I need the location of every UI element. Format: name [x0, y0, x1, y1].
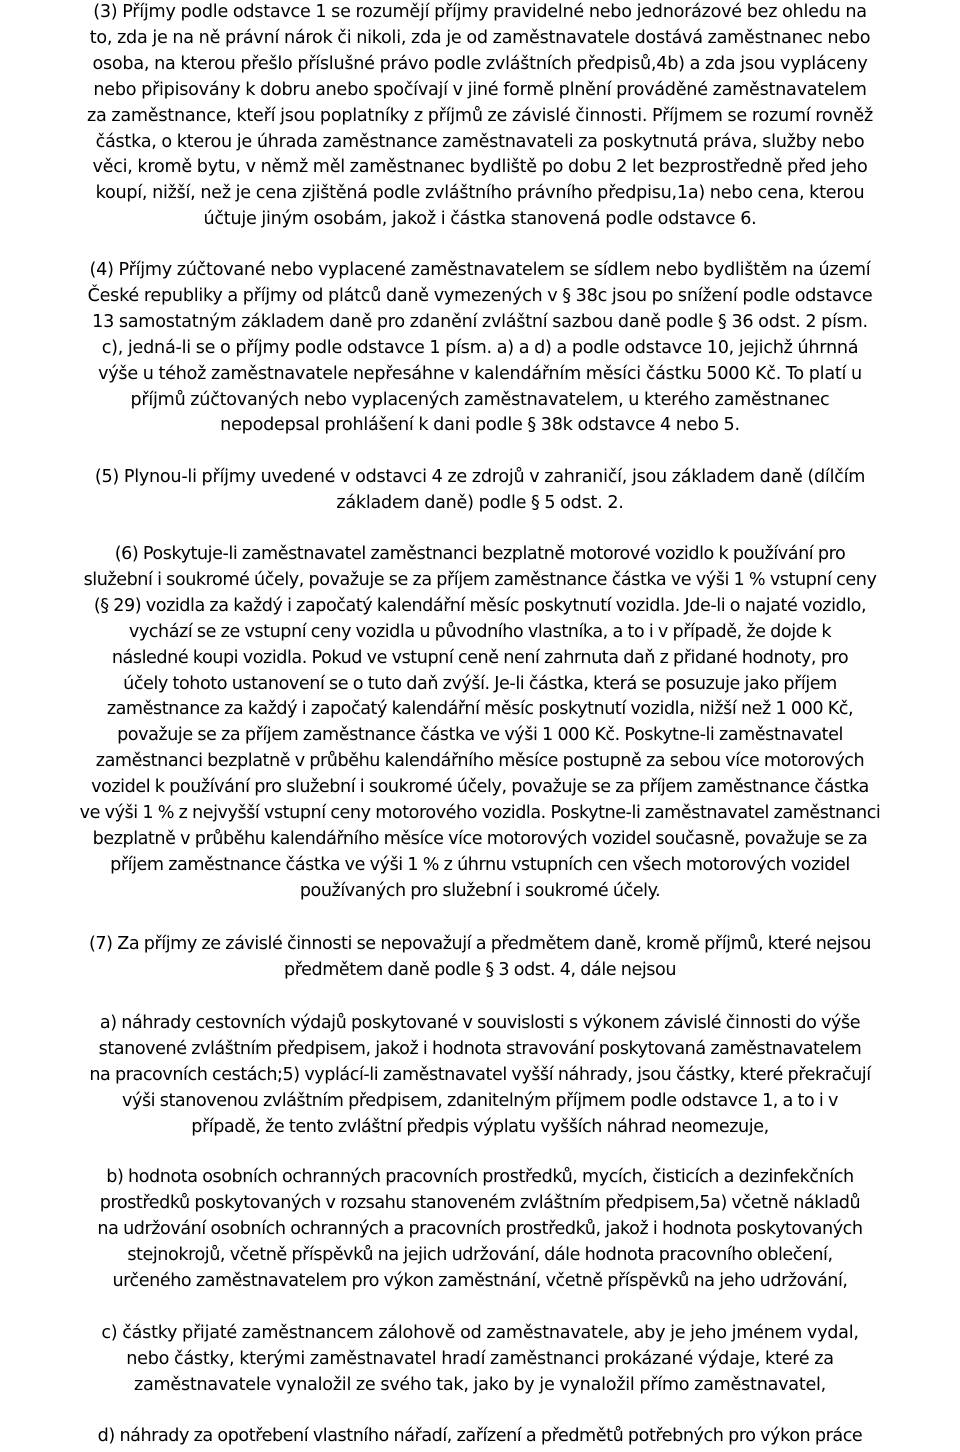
text-line: příjmů zúčtovaných nebo vyplacených zaměstnavatelem, u kterého zaměstnanec: [130, 389, 830, 410]
item-d: [0, 1424, 960, 1450]
text-line: (4) Příjmy zúčtované nebo vyplacené zaměstnavatelem se sídlem nebo bydlištěm na území: [89, 260, 871, 280]
text-line: zaměstnance za každý i započatý kalendářní měsíc poskytnutí vozidla, nižší než 1 000 Kč,: [106, 699, 854, 720]
text-line: věci, kromě bytu, v němž měl zaměstnanec bydliště po dobu 2 let bezprostředně před jeho: [92, 157, 868, 178]
text-line: účtuje jiným osobám, jakož i částka stanovená podle odstavce 6.: [203, 209, 757, 230]
text-line: za zaměstnance, kteří jsou poplatníky z příjmů ze závislé činnosti. Příjmem se rozumí rovněž: [87, 105, 873, 126]
paragraph-3: [0, 0, 960, 233]
text-line: stejnokrojů, včetně příspěvků na jejich udržování, dále hodnota pracovního oblečení,: [127, 1244, 833, 1265]
paragraph-5: [0, 465, 960, 517]
text-line: (7) Za příjmy ze závislé činnosti se nepovažují a předmětem daně, kromě příjmů, které nejsou: [89, 934, 871, 954]
item-c: [0, 1321, 960, 1399]
text-line: osoba, na kterou přešlo příslušné právo podle zvláštních předpisů,4b) a zda jsou vypláceny: [92, 53, 868, 74]
text-line: d) náhrady za opotřebení vlastního nářadí, zařízení a předmětů potřebných pro výkon práce: [97, 1426, 863, 1446]
text-line: vychází se ze vstupní ceny vozidla u původního vlastníka, a to i v případě, že dojde k: [128, 621, 832, 642]
paragraph-6: [0, 542, 960, 905]
text-line: 13 samostatným základem daně pro zdanění zvláštní sazbou daně podle § 36 odst. 2 písm.: [92, 311, 868, 332]
text-line: základem daně) podle § 5 odst. 2.: [336, 492, 624, 513]
text-line: příjem zaměstnance částka ve výši 1 % z úhrnu vstupních cen všech motorových vozidel: [110, 854, 850, 875]
text-line: (6) Poskytuje-li zaměstnavatel zaměstnanci bezplatně motorové vozidlo k používání pro: [114, 544, 846, 564]
text-line: zaměstnanci bezplatně v průběhu kalendářního měsíce postupně za sebou více motorových: [95, 751, 865, 772]
paragraph-4: [0, 258, 960, 439]
text-line: výši stanovenou zvláštním předpisem, zdanitelným příjmem podle odstavce 1, a to i v: [122, 1090, 838, 1111]
text-line: c) částky přijaté zaměstnancem zálohově od zaměstnavatele, aby je jeho jménem vydal,: [101, 1323, 859, 1343]
text-line: vozidel k používání pro služební i soukromé účely, považuje se za příjem zaměstnance částka: [91, 777, 869, 798]
text-line: případě, že tento zvláštní předpis výplatu vyšších náhrad neomezuje,: [191, 1116, 769, 1137]
paragraph-7: [0, 932, 960, 984]
text-line: prostředků poskytovaných v rozsahu stanoveném zvláštním předpisem,5a) včetně nákladů: [99, 1192, 861, 1213]
text-line: předmětem daně podle § 3 odst. 4, dále nejsou: [283, 959, 677, 980]
text-line: České republiky a příjmy od plátců daně vymezených v § 38c jsou po snížení podle odstavce: [87, 285, 873, 306]
text-line: nebo částky, kterými zaměstnavatel hradí zaměstnanci prokázané výdaje, které za: [126, 1348, 834, 1369]
text-line: služební i soukromé účely, považuje se za příjem zaměstnance částka ve výši 1 % vstupní ceny: [83, 569, 877, 590]
text-line: částka, o kterou je úhrada zaměstnance zaměstnavateli za poskytnutá práva, služby nebo: [95, 131, 865, 152]
text-line: následné koupi vozidla. Pokud ve vstupní ceně není zahrnuta daň z přidané hodnoty, pro: [111, 647, 849, 668]
text-line: zaměstnavatele vynaložil ze svého tak, jako by je vynaložil přímo zaměstnavatel,: [133, 1374, 827, 1395]
text-line: b) hodnota osobních ochranných pracovních prostředků, mycích, čisticích a dezinfekčních: [106, 1167, 854, 1187]
text-line: koupí, nižší, než je cena zjištěná podle zvláštního právního předpisu,1a) nebo cena, kterou: [95, 183, 865, 204]
text-line: určeného zaměstnavatelem pro výkon zaměstnání, včetně příspěvků na jeho udržování,: [112, 1270, 848, 1291]
text-line: bezplatně v průběhu kalendářního měsíce více motorových vozidel současně, považuje se za: [92, 828, 868, 849]
text-line: (5) Plynou-li příjmy uvedené v odstavci 4 ze zdrojů v zahraničí, jsou základem daně (dílčím: [94, 467, 866, 487]
text-line: nebo připisovány k dobru anebo spočívají v jiné formě plnění prováděné zaměstnavatelem: [93, 79, 867, 100]
text-line: c), jedná-li se o příjmy podle odstavce 1 písm. a) a d) a podle odstavce 10, jejichž úhrnná: [101, 337, 859, 358]
text-line: to, zda je na ně právní nárok či nikoli, zda je od zaměstnavatele dostává zaměstnanec nebo: [89, 27, 871, 48]
text-line: nepodepsal prohlášení k dani podle § 38k odstavce 4 nebo 5.: [220, 415, 740, 436]
text-line: stanovené zvláštním předpisem, jakož i hodnota stravování poskytovaná zaměstnavatelem: [98, 1038, 862, 1059]
text-line: (§ 29) vozidla za každý i započatý kalendářní měsíc poskytnutí vozidla. Jde-li o najaté vozidlo,: [93, 595, 867, 616]
text-line: ve výši 1 % z nejvyšší vstupní ceny motorového vozidla. Poskytne-li zaměstnavatel zaměstnanci: [79, 803, 881, 824]
item-a: [0, 1011, 960, 1141]
text-line: považuje se za příjem zaměstnance částka ve výši 1 000 Kč. Poskytne-li zaměstnavatel: [117, 725, 843, 746]
text-line: účely tohoto ustanovení se o tuto daň zvýší. Je-li částka, která se posuzuje jako příjem: [123, 673, 837, 694]
text-line: výše u téhož zaměstnavatele nepřesáhne v kalendářním měsíci částku 5000 Kč. To platí u: [98, 363, 862, 384]
text-line: na udržování osobních ochranných a pracovních prostředků, jakož i hodnota poskytovaných: [97, 1218, 863, 1239]
item-b: [0, 1165, 960, 1295]
text-line: (3) Příjmy podle odstavce 1 se rozumějí příjmy pravidelné nebo jednorázové bez ohledu na: [93, 2, 867, 22]
text-line: používaných pro služební i soukromé účely.: [299, 880, 661, 901]
text-line: a) náhrady cestovních výdajů poskytované v souvislosti s výkonem závislé činnosti do výše: [99, 1013, 861, 1033]
text-line: na pracovních cestách;5) vyplácí-li zaměstnavatel vyšší náhrady, jsou částky, které překračují: [89, 1064, 871, 1085]
